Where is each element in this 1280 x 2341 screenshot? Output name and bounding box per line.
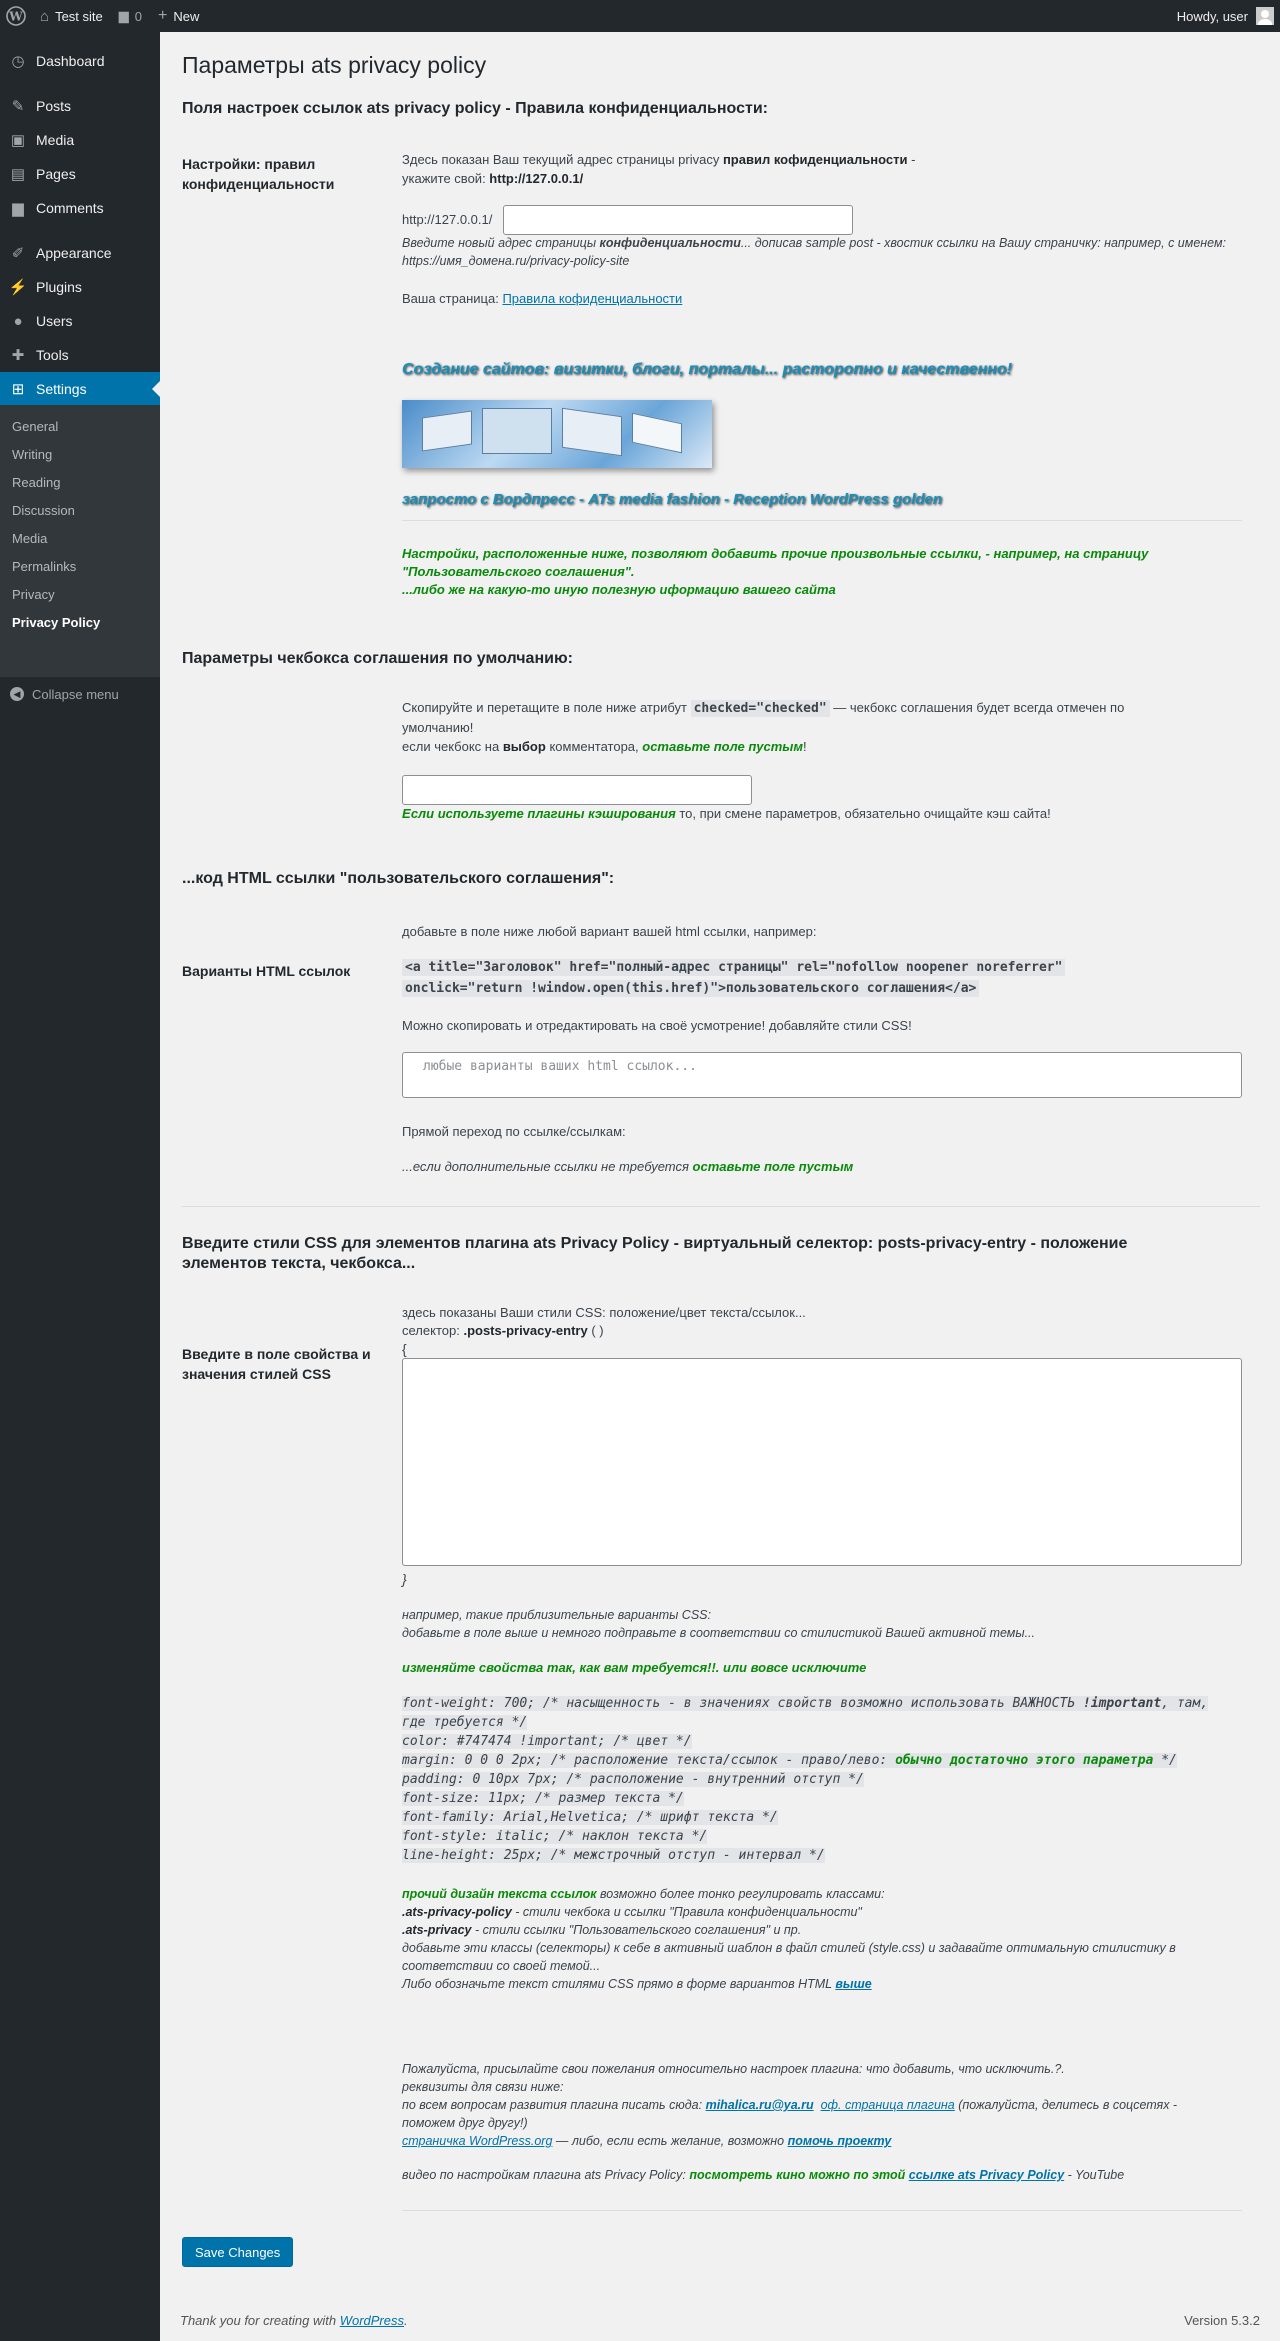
current-text-end: - xyxy=(907,152,916,167)
css-example-line: например, такие приблизительные варианты CSS: xyxy=(402,1608,711,1622)
submenu-item-permalinks[interactable]: Permalinks xyxy=(12,559,77,574)
promo-subheading: запросто с Вордпресс - ATs media fashion - Reception WordPress golden xyxy=(402,491,943,508)
current-text-bold: правил кофиденциальности xyxy=(722,152,908,167)
cache-note xyxy=(402,804,1242,823)
class-desc: добавьте эти классы (селекторы) к себе в активный шаблон в файл стилей (style.css) и задавайте оптимальную стилистику в xyxy=(402,1941,1176,1955)
pin-icon: ✎ xyxy=(11,98,25,115)
green-note-line: ...либо же на какую-то иную полезную иформацию вашего сайта xyxy=(402,582,836,597)
sidebar-item-label: Plugins xyxy=(36,279,82,295)
hint-text-bold: конфиденциальности xyxy=(599,236,741,250)
sidebar-item-comments[interactable] xyxy=(0,191,160,225)
css-example-line: добавьте в поле выше и немного подправьте в соответствии со стилистикой Вашей активной темы... xyxy=(402,1626,1035,1640)
current-text: Здесь показан Ваш текущий адрес страницы privacy xyxy=(402,152,723,167)
html-variants-label: Варианты HTML ссылок xyxy=(182,963,351,979)
promo-banner-image xyxy=(402,400,712,468)
privacy-url-hint xyxy=(402,234,1242,270)
submenu-item-privacy[interactable]: Privacy xyxy=(12,587,55,602)
selector-name: .posts-privacy-entry xyxy=(463,1323,588,1338)
youtube-link[interactable]: ссылке ats Privacy Policy xyxy=(908,2168,1065,2182)
sidebar-item-appearance[interactable] xyxy=(0,236,160,270)
footer-thanks xyxy=(180,2313,408,2328)
my-account-link[interactable] xyxy=(1169,0,1280,32)
css-styles-label: Введите в поле свойства и значения стилей CSS xyxy=(182,1346,371,1382)
design-text: возможно более тонко регулировать классами: xyxy=(596,1887,885,1901)
footer-text: . xyxy=(404,2313,408,2328)
footer-text: Thank you for creating with xyxy=(180,2313,340,2328)
empty-note-bold: оставьте поле пустым xyxy=(692,1159,854,1174)
svg-text:W: W xyxy=(9,9,23,24)
submenu-item-media[interactable]: Media xyxy=(12,531,48,546)
checkbox-text: если чекбокс на xyxy=(402,739,503,754)
css-shown-info xyxy=(402,1304,1242,1358)
html-links-textarea[interactable]: любые варианты ваших html ссылок... xyxy=(402,1052,1242,1098)
feedback-line: Пожалуйста, присылайте свои пожелания относительно настроек плагина: что добавить, что исключить.?. xyxy=(402,2062,1065,2076)
current-url: http://127.0.0.1/ xyxy=(489,171,584,186)
divider xyxy=(402,520,1242,521)
current-privacy-address xyxy=(402,150,1242,188)
your-page-label: Ваша страница: xyxy=(402,291,503,306)
css-line: font-size: 11px; /* размер текста */ xyxy=(402,1791,684,1806)
site-name-link[interactable] xyxy=(32,0,111,32)
avatar xyxy=(1256,7,1274,25)
class-name: .ats-privacy xyxy=(402,1923,472,1937)
video-text: видео по настройкам плагина ats Privacy Policy: xyxy=(402,2168,690,2182)
submenu-item-writing[interactable]: Writing xyxy=(12,447,53,462)
cache-note-text: то, при смене параметров, обязательно очищайте кэш сайта! xyxy=(675,806,1051,821)
feedback-line: реквизиты для связи ниже: xyxy=(402,2080,564,2094)
section-heading-css: Введите стили CSS для элементов плагина ats Privacy Policy - виртуальный селектор: posts-privacy-entry - положение элементов текста, чекбокса... xyxy=(182,1235,1128,1272)
class-desc: - стили чекбока и ссылки "Правила конфиденциальности" xyxy=(511,1905,862,1919)
class-info xyxy=(402,1885,1242,1993)
css-change-note: изменяйте свойства так, как вам требуется!!. или вовсе исключите xyxy=(402,1660,867,1675)
sidebar-item-label: Tools xyxy=(36,347,69,363)
media-icon: ▣ xyxy=(10,132,26,149)
feedback-info xyxy=(402,2060,1242,2150)
privacy-policy-page-link[interactable]: Правила кофиденциальности xyxy=(502,291,683,306)
feedback-line: поможем друг другу!) xyxy=(402,2116,528,2130)
css-shown-text: здесь показаны Ваши стили CSS: положение/цвет текста/ссылок... xyxy=(402,1305,806,1320)
green-note-line: "Пользовательского соглашения". xyxy=(402,564,635,579)
divider xyxy=(402,2210,1242,2211)
new-content-link[interactable] xyxy=(150,0,207,32)
feedback-line: по всем вопросам развития плагина писать сюда: xyxy=(402,2098,706,2112)
video-text: - YouTube xyxy=(1064,2168,1125,2182)
css-important: !important xyxy=(1082,1696,1162,1711)
site-name-label: Test site xyxy=(55,8,103,24)
css-line: font-style: italic; /* наклон текста */ xyxy=(402,1829,708,1844)
css-line: color: #747474 !important; /* цвет */ xyxy=(402,1734,692,1749)
privacy-url-input[interactable] xyxy=(503,205,853,235)
sidebar-item-media[interactable] xyxy=(0,123,160,157)
privacy-settings-label: Настройки: правил конфиденциальности xyxy=(182,156,335,192)
class-desc: Либо обозначьте текст стилями CSS прямо в форме вариантов HTML xyxy=(402,1977,836,1991)
css-line: padding: 0 10px 7px; /* расположение - внутренний отступ */ xyxy=(402,1772,864,1787)
section-heading-html: ...код HTML ссылки "пользовательского соглашения": xyxy=(182,870,615,887)
feedback-line: — либо, если есть желание, возможно xyxy=(552,2134,788,2148)
footer-version: Version 5.3.2 xyxy=(1184,2313,1260,2328)
submenu-item-general[interactable]: General xyxy=(12,419,59,434)
section-heading-links: Поля настроек ссылок ats privacy policy - Правила конфиденциальности: xyxy=(182,100,768,117)
wordpress-org-link[interactable]: страничка WordPress.org xyxy=(402,2134,553,2148)
collapse-menu-label: Collapse menu xyxy=(32,686,119,702)
hint-text-end: ... дописав sample post - хвостик ссылки на Вашу страничку: например, с именем: https://имя_домена.ru/privacy-policy-site xyxy=(402,236,1226,268)
howdy-label: Howdy, user xyxy=(1176,8,1248,24)
css-line: font-weight: 700; /* насыщенность - в значениях свойств возможно использовать ВАЖНОСТЬ xyxy=(402,1696,1083,1711)
checkbox-text: комментатора, xyxy=(545,739,643,754)
comment-icon: ▆ xyxy=(12,200,24,217)
cache-note-bold: Если используете плагины кэширования xyxy=(402,806,676,821)
comments-link[interactable] xyxy=(111,0,150,32)
class-name: .ats-privacy-policy xyxy=(402,1905,512,1919)
sidebar-item-label: Media xyxy=(36,132,75,148)
url-prefix: http://127.0.0.1/ xyxy=(402,212,493,227)
section-heading-checkbox: Параметры чекбокса соглашения по умолчанию: xyxy=(182,650,573,667)
css-line: , там, xyxy=(1161,1696,1209,1711)
html-intro: добавьте в поле ниже любой вариант вашей html ссылки, например: xyxy=(402,924,817,939)
css-line: font-family: Arial,Helvetica; /* шрифт текста */ xyxy=(402,1810,778,1825)
close-brace: } xyxy=(402,1571,407,1587)
sidebar-item-label: Posts xyxy=(36,98,72,114)
plugin-page-link[interactable]: оф. страница плагина xyxy=(820,2098,955,2112)
submenu-item-reading[interactable]: Reading xyxy=(12,475,61,490)
comments-count: 0 xyxy=(134,8,142,24)
video-text-bold: посмотреть кино можно по этой xyxy=(689,2168,909,2182)
your-page-row xyxy=(402,289,1242,308)
checkbox-text: Скопируйте и перетащите в поле ниже атрибут xyxy=(402,700,691,715)
css-example-intro xyxy=(402,1606,1242,1642)
html-code-line: onclick="return !window.open(this.href)">пользовательского соглашения</a> xyxy=(402,980,979,997)
selector-parens: ( ) xyxy=(587,1323,604,1338)
html-example-code xyxy=(402,957,1242,999)
settings-icon: ⊞ xyxy=(11,381,25,398)
green-note xyxy=(402,545,1242,599)
sidebar-item-label: Comments xyxy=(36,200,104,216)
sidebar-item-label: Appearance xyxy=(36,245,112,261)
divider xyxy=(182,1206,1260,1207)
checked-attribute-code: checked="checked" xyxy=(691,700,830,717)
specify-text: укажите свой: xyxy=(402,171,490,186)
green-note-line: Настройки, расположенные ниже, позволяют добавить прочие произвольные ссылки, - например, на страницу xyxy=(402,546,1149,561)
wordpress-logo-icon[interactable] xyxy=(0,0,32,32)
promo-heading: Создание сайтов: визитки, блоги, порталы... расторопно и качественно! xyxy=(402,361,1012,378)
video-info xyxy=(402,2166,1242,2185)
checkbox-text: ! xyxy=(803,739,807,754)
class-desc: соответствии со своей темой... xyxy=(402,1959,601,1973)
sidebar-item-label: Settings xyxy=(36,381,87,397)
sidebar-item-settings[interactable] xyxy=(0,372,160,406)
design-bold: прочий дизайн текста ссылок xyxy=(402,1887,597,1901)
checkbox-text: — чекбокс соглашения будет всегда отмечен по xyxy=(829,700,1125,715)
sidebar-item-pages[interactable] xyxy=(0,157,160,191)
sidebar-item-label: Dashboard xyxy=(36,53,105,69)
selector-label: селектор: xyxy=(402,1323,464,1338)
user-icon: ● xyxy=(13,312,23,330)
sidebar-item-tools[interactable] xyxy=(0,338,160,372)
open-brace: { xyxy=(402,1341,407,1357)
new-label: New xyxy=(173,8,200,24)
empty-note-text: ...если дополнительные ссылки не требуется xyxy=(402,1159,693,1174)
admin-bar xyxy=(0,0,1280,32)
feedback-line: (пожалуйста, делитесь в соцсетях - xyxy=(954,2098,1178,2112)
page-icon: ▤ xyxy=(10,166,26,183)
leave-empty-text: оставьте поле пустым xyxy=(642,739,804,754)
css-styles-textarea[interactable] xyxy=(402,1358,1242,1566)
dashboard-icon: ◷ xyxy=(11,53,25,70)
plus-icon: + xyxy=(157,7,168,24)
hint-text: Введите новый адрес страницы xyxy=(402,236,600,250)
class-desc: - стили ссылки "Пользовательского соглашения" и пр. xyxy=(471,1923,802,1937)
save-changes-button[interactable]: Save Changes xyxy=(182,2237,293,2267)
checkbox-instructions xyxy=(402,698,1242,756)
checkbox-default-input[interactable] xyxy=(402,775,752,805)
email-link[interactable]: mihalica.ru@ya.ru xyxy=(705,2098,814,2112)
collapse-arrow-icon: ◀ xyxy=(10,687,24,701)
donate-link[interactable]: помочь проекту xyxy=(787,2134,892,2148)
admin-sidebar xyxy=(0,32,160,2341)
page-title: Параметры ats privacy policy xyxy=(182,52,487,78)
html-copy-note: Можно скопировать и отредактировать на своё усмотрение! добавляйте стили CSS! xyxy=(402,1018,912,1033)
sidebar-item-label: Pages xyxy=(36,166,76,182)
css-line: line-height: 25px; /* межстрочный отступ - интервал */ xyxy=(402,1848,825,1863)
home-icon: ⌂ xyxy=(40,7,50,25)
html-code-line: <a title="Заголовок" href="полный-адрес страницы" rel="nofollow noopener noreferrer" xyxy=(402,959,1065,976)
brush-icon: ✐ xyxy=(11,245,25,262)
checkbox-text: умолчанию! xyxy=(402,720,474,735)
sidebar-item-users[interactable] xyxy=(0,304,160,338)
sidebar-item-posts[interactable] xyxy=(0,89,160,123)
settings-submenu xyxy=(0,405,160,677)
comment-icon: ▆ xyxy=(118,8,129,23)
sidebar-item-plugins[interactable] xyxy=(0,270,160,304)
above-link[interactable]: выше xyxy=(835,1977,872,1991)
css-line-highlight: обычно достаточно этого параметра xyxy=(895,1753,1154,1768)
submenu-item-discussion[interactable]: Discussion xyxy=(12,503,75,518)
wordpress-link[interactable]: WordPress xyxy=(339,2313,404,2328)
plug-icon: ⚡ xyxy=(8,279,28,296)
sidebar-item-label: Users xyxy=(36,313,73,329)
checkbox-text-bold: выбор xyxy=(502,739,546,754)
sidebar-item-dashboard[interactable] xyxy=(0,44,160,78)
css-line: */ xyxy=(1153,1753,1177,1768)
collapse-menu-button[interactable] xyxy=(0,684,160,704)
empty-field-note xyxy=(402,1157,1242,1176)
css-example-code xyxy=(402,1694,1242,1865)
direct-link-label: Прямой переход по ссылке/ссылкам: xyxy=(402,1124,626,1139)
css-line: где требуется */ xyxy=(402,1715,528,1730)
wrench-icon: ✚ xyxy=(11,347,25,364)
submenu-item-privacy-policy[interactable]: Privacy Policy xyxy=(12,615,101,630)
css-line: margin: 0 0 0 2px; /* расположение текста/ссылок - право/лево: xyxy=(402,1753,896,1768)
